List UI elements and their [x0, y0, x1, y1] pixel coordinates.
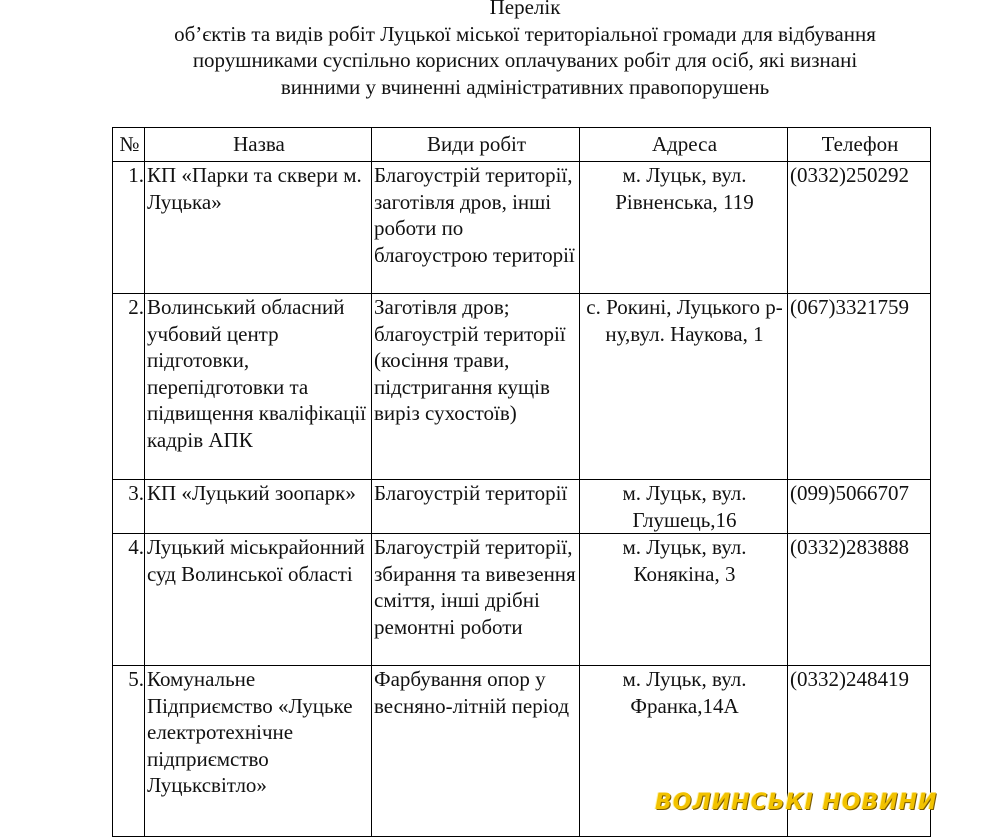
row-number: 5. — [113, 666, 145, 837]
row-work: Благоустрій території — [372, 480, 580, 534]
row-name: Луцький міськрайонний суд Волинської області — [145, 534, 372, 666]
table-row — [113, 480, 931, 534]
row-phone: (0332)283888 — [788, 534, 931, 666]
header-work: Види робіт — [372, 128, 580, 162]
row-address: с. Рокині, Луцького р-ну,вул. Наукова, 1 — [580, 294, 788, 480]
row-address: м. Луцьк, вул. Рівненська, 119 — [580, 162, 788, 294]
row-work: Благоустрій території, збирання та вивезення сміття, інші дрібні ремонтні роботи — [372, 534, 580, 666]
row-address: м. Луцьк, вул. Конякіна, 3 — [580, 534, 788, 666]
document-title: Перелік — [489, 0, 561, 19]
header-name: Назва — [145, 128, 372, 162]
header-number: № — [113, 128, 145, 162]
table-header-row — [113, 128, 931, 162]
table-row — [113, 534, 931, 666]
table-row — [113, 162, 931, 294]
row-phone: (067)3321759 — [788, 294, 931, 480]
table-row — [113, 294, 931, 480]
row-name: Комунальне Підприємство «Луцьке електротехнічне підприємство Луцьксвітло» — [145, 666, 372, 837]
row-number: 4. — [113, 534, 145, 666]
heading-line-1: об’єктів та видів робіт Луцької міської територіальної громади для відбування — [174, 21, 876, 46]
heading-line-2: порушниками суспільно корисних оплачуваних робіт для осіб, які визнані — [192, 48, 858, 72]
row-name: КП «Парки та сквери м. Луцька» — [145, 162, 372, 294]
row-number: 3. — [113, 480, 145, 534]
row-phone: (0332)248419 — [788, 666, 931, 837]
row-work: Благоустрій території, заготівля дров, інші роботи по благоустрою території — [372, 162, 580, 294]
row-name: Волинський обласний учбовий центр підготовки, перепідготовки та підвищення кваліфікації кадрів АПК — [145, 294, 372, 480]
row-number: 2. — [113, 294, 145, 480]
row-work: Заготівля дров; благоустрій території (косіння трави, підстригання кущів виріз сухостоїв) — [372, 294, 580, 480]
row-phone: (099)5066707 — [788, 480, 931, 534]
header-address: Адреса — [580, 128, 788, 162]
row-name: КП «Луцький зоопарк» — [145, 480, 372, 534]
row-address: м. Луцьк, вул. Глушець,16 — [580, 480, 788, 534]
watermark-logo: ВОЛИНСЬКІ НОВИНИ — [655, 790, 938, 815]
objects-table — [112, 127, 931, 837]
row-number: 1. — [113, 162, 145, 294]
row-phone: (0332)250292 — [788, 162, 931, 294]
heading-line-3: винними у вчиненні адміністративних правопорушень — [280, 74, 770, 99]
header-phone: Телефон — [788, 128, 931, 162]
document-heading — [0, 0, 982, 100]
row-address: м. Луцьк, вул. Франка,14А — [580, 666, 788, 837]
row-work: Фарбування опор у весняно-літній період — [372, 666, 580, 837]
